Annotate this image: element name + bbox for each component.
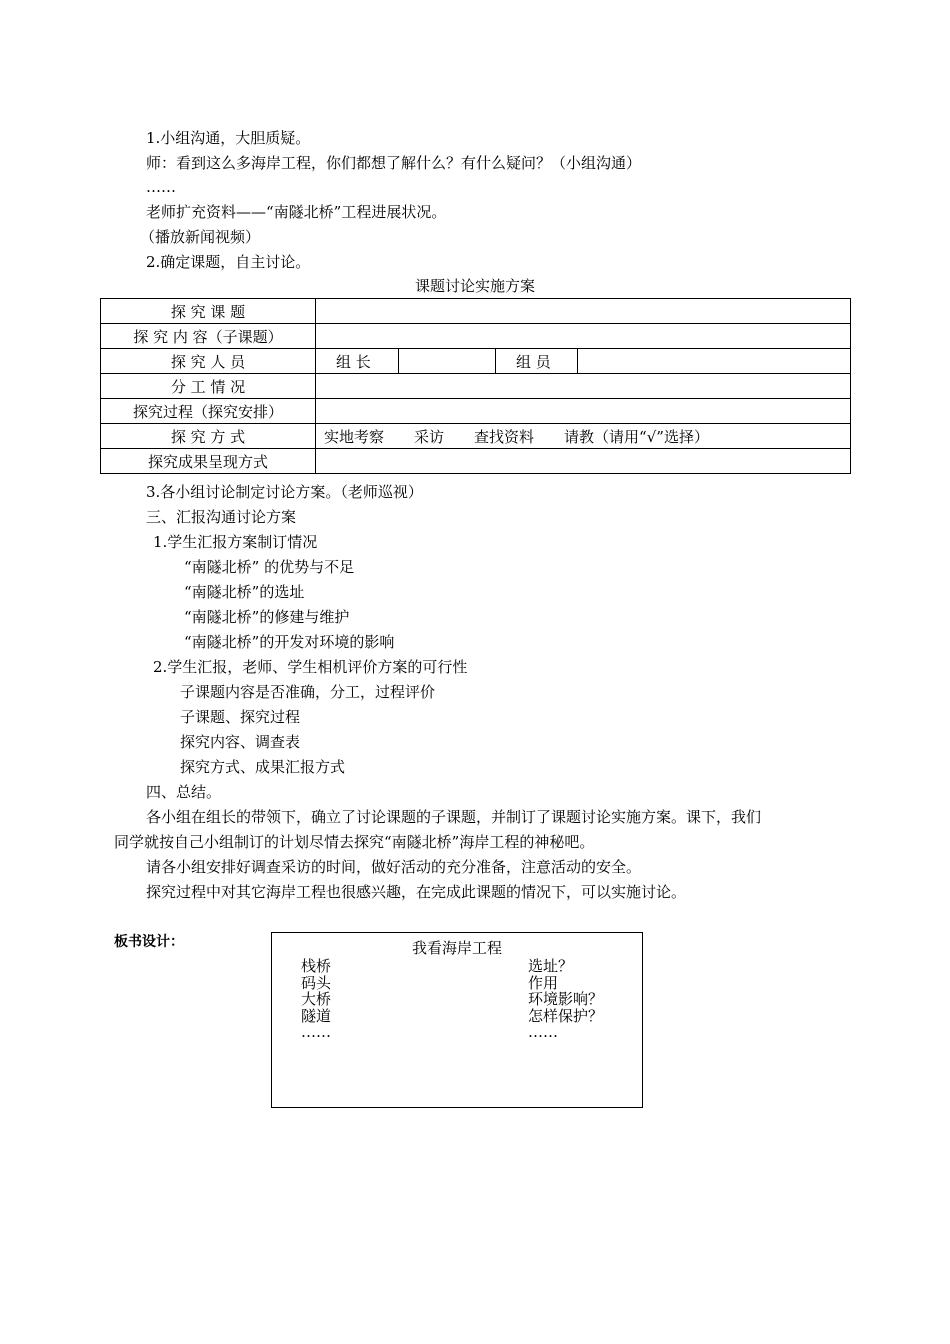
input-cell	[316, 374, 851, 399]
paragraph: 探究过程中对其它海岸工程也很感兴趣，在完成此课题的情况下，可以实施讨论。	[146, 883, 687, 901]
input-cell	[316, 299, 851, 324]
row-label: 探 究 内 容（子课题）	[101, 324, 316, 349]
method-option: 查找资料	[474, 427, 535, 446]
board-item: 隧道	[301, 1006, 332, 1025]
row-label: 分 工 情 况	[101, 374, 316, 399]
input-cell	[399, 349, 496, 374]
board-item: 环境影响？	[528, 990, 604, 1008]
table-row	[101, 424, 851, 449]
list-item: “南隧北桥” 的优势与不足	[184, 558, 355, 576]
leader-label: 组 长	[316, 349, 399, 374]
board-right-column	[528, 958, 603, 1041]
board-left-column	[301, 958, 331, 1041]
board-title: 我看海岸工程	[411, 939, 502, 957]
row-label: 探 究 课 题	[101, 299, 316, 324]
paragraph: 2.学生汇报，老师、学生相机评价方案的可行性	[153, 658, 468, 676]
input-cell	[316, 324, 851, 349]
paragraph: （播放新闻视频）	[140, 228, 261, 246]
table-row	[101, 349, 851, 374]
plan-table	[100, 298, 851, 474]
board-item: ……	[528, 1023, 558, 1041]
paragraph: 师：看到这么多海岸工程，你们都想了解什么？有什么疑问？（小组沟通）	[146, 154, 642, 172]
list-item: 子课题内容是否准确，分工，过程评价	[180, 683, 436, 701]
list-item: “南隧北桥”的修建与维护	[184, 608, 350, 626]
table-row	[101, 449, 851, 474]
paragraph: 1.学生汇报方案制订情况	[153, 533, 318, 551]
list-item: “南隧北桥”的选址	[184, 583, 305, 601]
board-label: 板书设计：	[114, 934, 184, 950]
row-label: 探究成果呈现方式	[101, 449, 316, 474]
table-row	[101, 324, 851, 349]
table-row	[101, 374, 851, 399]
board-item: 栈桥	[301, 957, 332, 975]
table-title: 课题讨论实施方案	[414, 277, 535, 295]
method-option: 采访	[414, 427, 445, 446]
paragraph: 1.小组沟通，大胆质疑。	[146, 129, 311, 147]
paragraph: 同学就按自己小组制订的计划尽情去探究“南隧北桥”海岸工程的神秘吧。	[114, 833, 595, 851]
paragraph: 2.确定课题，自主讨论。	[146, 253, 311, 271]
method-option: 实地考察	[324, 427, 385, 446]
method-option: 请教（请用“√”选择）	[564, 427, 709, 446]
paragraph: 老师扩充资料——“南隧北桥”工程进展状况。	[146, 203, 447, 221]
paragraph: 3.各小组讨论制定讨论方案。（老师巡视）	[146, 483, 423, 501]
table-row	[101, 299, 851, 324]
list-item: “南隧北桥”的开发对环境的影响	[184, 633, 395, 651]
table-row	[101, 399, 851, 424]
paragraph: ……	[146, 178, 176, 196]
paragraph: 各小组在组长的带领下，确立了讨论课题的子课题，并制订了课题讨论实施方案。课下，我们	[146, 808, 762, 826]
row-label: 探 究 人 员	[101, 349, 316, 374]
section-heading: 四、总结。	[146, 783, 222, 801]
row-label: 探 究 方 式	[101, 424, 316, 449]
list-item: 探究内容、调查表	[180, 733, 301, 751]
row-label: 探究过程（探究安排）	[101, 399, 316, 424]
paragraph: 请各小组安排好调查采访的时间，做好活动的充分准备，注意活动的安全。	[146, 858, 642, 876]
board-item: 大桥	[301, 990, 332, 1008]
section-heading: 三、汇报沟通讨论方案	[146, 508, 297, 526]
board-box	[271, 932, 643, 1108]
input-cell	[578, 349, 851, 374]
board-item: 作用	[528, 973, 559, 992]
member-label: 组 员	[496, 349, 578, 374]
board-item: ……	[301, 1023, 331, 1041]
input-cell	[316, 399, 851, 424]
methods-cell	[316, 424, 851, 449]
board-item: 码头	[301, 973, 332, 992]
board-item: 怎样保护？	[528, 1006, 604, 1025]
list-item: 探究方式、成果汇报方式	[180, 758, 346, 776]
board-item: 选址？	[528, 957, 574, 975]
list-item: 子课题、探究过程	[180, 708, 301, 726]
input-cell	[316, 449, 851, 474]
